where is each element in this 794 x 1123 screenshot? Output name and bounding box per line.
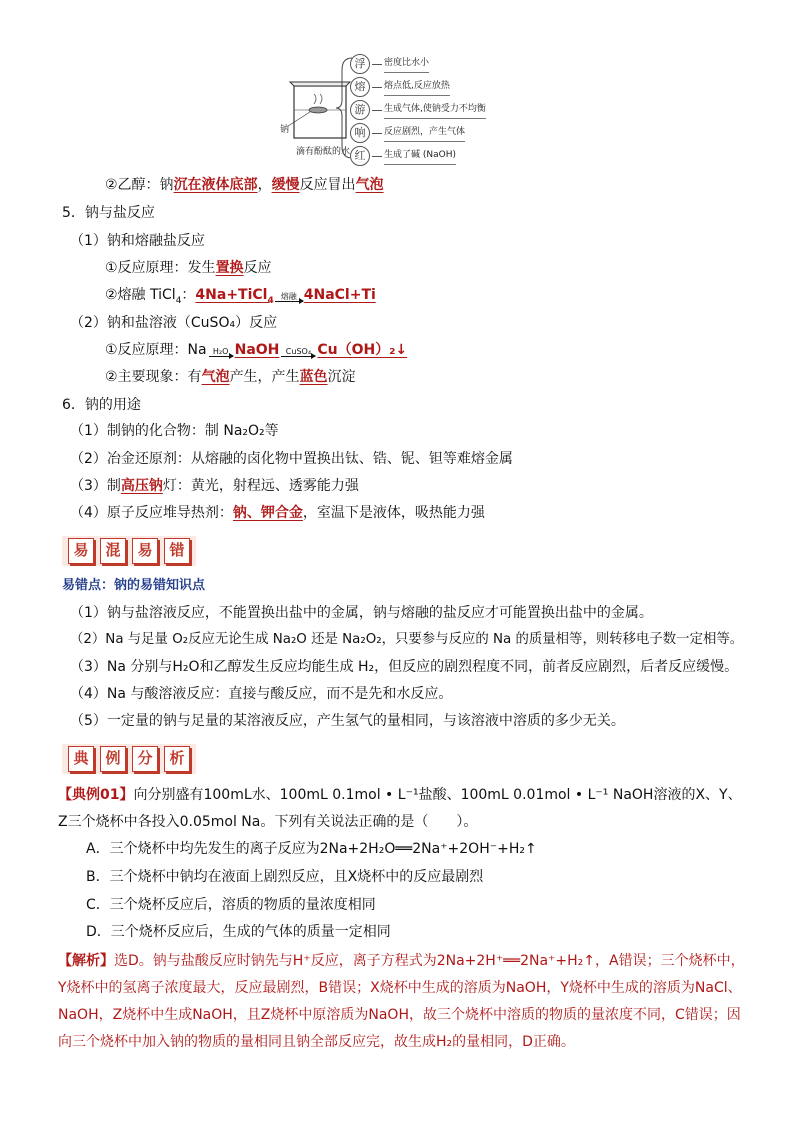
sec5-sub2-item2	[105, 367, 356, 387]
sec5-sub1-item2	[105, 285, 376, 311]
figure-branch-desc-1: 密度比水小	[384, 54, 429, 73]
example-analysis	[58, 948, 748, 1056]
sec5-sub2-item2-pre: ②主要现象：有	[105, 369, 202, 385]
ethanol-pre: ②乙醇：钠	[105, 177, 174, 193]
eq1-left: 4Na+TiCl	[195, 287, 268, 303]
figure-branch-line-4	[372, 133, 382, 134]
sec5-key-blue: 蓝色	[299, 369, 328, 385]
figure-branch-desc-2: 熔点低,反应放热	[384, 77, 450, 96]
figure-branch-desc-5: 生成了碱 (NaOH)	[384, 146, 456, 165]
ethanol-key-slow: 缓慢	[271, 177, 300, 193]
figure-branch-line-1	[372, 64, 382, 65]
sec5-sub2-item1	[105, 340, 407, 360]
sec5-sub1-item2-pre: ②熔融 TiCl	[105, 287, 176, 303]
analysis-text: 选D。钠与盐酸反应时钠先与H⁺反应，离子方程式为2Na+2H⁺══2Na⁺+H₂↑，A错误；三个烧杯中，Y烧杯中的氢离子浓度最大，反应最剧烈，B错误；X烧杯中生成的溶质为NaOH，Y烧杯中生成的溶质为NaCl、NaOH，Z烧杯中生成NaOH，且Z烧杯中原溶质为NaOH，故三个烧杯中溶质的物质的量浓度不同，C错误；因向三个烧杯中加入钠的物质的量相同且钠全部反应完，故生成H₂的量相同，D正确。	[58, 953, 745, 1050]
sec5-sub1: （1）钠和熔融盐反应	[70, 233, 205, 249]
figure-branch-desc-3: 生成气体,使钠受力不均衡	[384, 100, 486, 119]
sec6-item4-post: ，室温下是液体，吸热能力强	[302, 505, 485, 521]
eq1-right: 4NaCl+Ti	[303, 287, 376, 303]
sec5-title: 5．钠与盐反应	[62, 205, 155, 221]
sec6-key-hps: 高压钠	[120, 478, 163, 494]
sec5-key-naoh: NaOH	[234, 342, 280, 358]
example-option-c: C．三个烧杯反应后，溶质的物质的量浓度相同	[86, 897, 376, 913]
sec5-key-cuoh2: Cu（OH）₂↓	[317, 342, 408, 358]
banner-examples-char-1: 典	[68, 746, 94, 772]
sec6-item4-pre: （4）原子反应堆导热剂：	[70, 505, 233, 521]
eq1-condition: 熔融	[280, 292, 297, 301]
sec6-item4	[70, 503, 485, 523]
sec5-sub1-item2-colon: ：	[181, 287, 196, 303]
figure-branch-char-4: 响	[350, 123, 370, 143]
sec5-sub1-item1	[105, 258, 272, 278]
mistake-item-5: （5）一定量的钠与足量的某溶液反应，产生氢气的量相同，与该溶液中溶质的多少无关。	[70, 713, 625, 729]
sec6-item1: （1）制钠的化合物：制 Na₂O₂等	[70, 423, 279, 439]
figure-branch-line-5	[372, 156, 382, 157]
sec5-key-bubble: 气泡	[201, 369, 230, 385]
eq1-condition-arrow	[275, 293, 303, 302]
ethanol-key-sink: 沉在液体底部	[173, 177, 258, 193]
mistakes-heading: 易错点：钠的易错知识点	[62, 578, 206, 593]
figure-branch-char-2: 熔	[350, 77, 370, 97]
sec5-key-replace: 置换	[215, 260, 244, 276]
sec6-key-alloy: 钠、钾合金	[232, 505, 303, 521]
sec6-item2: （2）冶金还原剂：从熔融的卤化物中置换出钛、锆、铌、钽等难熔金属	[70, 451, 513, 467]
banner-mistakes-char-2: 混	[100, 538, 126, 564]
sec6-item3-pre: （3）制	[70, 478, 121, 494]
banner-examples	[62, 744, 196, 774]
banner-examples-char-2: 例	[100, 746, 126, 772]
equation-ticl4	[195, 287, 274, 306]
ethanol-mid: 反应冒出	[299, 177, 356, 193]
figure-branch-char-1: 浮	[350, 54, 370, 74]
sec6-item3	[70, 476, 359, 496]
analysis-tag: 【解析】	[58, 953, 114, 969]
figure-branch-line-3	[372, 110, 382, 111]
arrow-cuso4-label: CuSO₄	[285, 347, 312, 356]
arrow-h2o	[209, 348, 233, 357]
figure-label-water: 滴有酚酞的水	[296, 147, 351, 157]
figure-label-na: 钠	[280, 125, 290, 135]
mistake-item-1: （1）钠与盐溶液反应，不能置换出盐中的金属，钠与熔融的盐反应才可能置换出盐中的金属。	[70, 605, 653, 621]
sec6-title: 6．钠的用途	[62, 397, 141, 413]
example-option-a: A．三个烧杯中均先发生的离子反应为2Na+2H₂O══2Na⁺+2OH⁻+H₂↑	[86, 841, 537, 857]
sec5-sub2: （2）钠和盐溶液（CuSO₄）反应	[70, 315, 278, 331]
figure-branch-char-5: 红	[350, 146, 370, 166]
mistake-item-4: （4）Na 与酸溶液反应：直接与酸反应，而不是先和水反应。	[70, 686, 453, 702]
banner-mistakes	[62, 536, 196, 566]
ethanol-line	[105, 175, 384, 195]
sec5-sub1-item1-post: 反应	[243, 260, 272, 276]
example-option-d: D．三个烧杯反应后，生成的气体的质量一定相同	[86, 924, 391, 940]
mistake-item-3: （3）Na 分别与H₂O和乙醇发生反应均能生成 H₂，但反应的剧烈程度不同，前者反应剧烈，后者反应缓慢。	[70, 659, 739, 675]
sec5-sub1-item1-pre: ①反应原理：发生	[105, 260, 216, 276]
example-stem	[58, 782, 748, 836]
mistake-item-2: （2）Na 与足量 O₂反应无论生成 Na₂O 还是 Na₂O₂，只要参与反应的 Na 的质量相等，则转移电子数一定相等。	[70, 632, 744, 647]
example-stem-text: 向分别盛有100mL水、100mL 0.1mol • L⁻¹盐酸、100mL 0.01mol • L⁻¹ NaOH溶液的X、Y、Z三个烧杯中各投入0.05mol Na。下列有关说法正确的是（ ）。	[58, 787, 742, 830]
banner-mistakes-char-1: 易	[68, 538, 94, 564]
banner-examples-char-4: 析	[164, 746, 190, 772]
example-tag: 【典例01】	[58, 787, 134, 803]
figure-branch-desc-4: 反应剧烈，产生气体	[384, 123, 465, 142]
arrow-cuso4	[281, 348, 315, 357]
banner-mistakes-char-3: 易	[132, 538, 158, 564]
sec6-item3-post: 灯：黄光，射程远、透雾能力强	[162, 478, 359, 494]
figure-branch-line-2	[372, 87, 382, 88]
sec5-sub2-item2-post: 沉淀	[327, 369, 356, 385]
eq1-left-sub: 4	[267, 295, 274, 306]
arrow-h2o-label: H₂O	[212, 347, 229, 356]
banner-mistakes-char-4: 错	[164, 538, 190, 564]
ethanol-key-bubble: 气泡	[355, 177, 384, 193]
banner-examples-char-3: 分	[132, 746, 158, 772]
example-option-b: B．三个烧杯中钠均在液面上剧烈反应，且X烧杯中的反应最剧烈	[86, 869, 484, 885]
ethanol-sep: ，	[257, 177, 272, 193]
figure-branch-char-3: 游	[350, 100, 370, 120]
sec5-sub2-item2-mid: 产生，产生	[229, 369, 300, 385]
sec5-sub2-item1-pre: ①反应原理：Na	[105, 342, 207, 358]
sec5-sub1-item2-sub: 4	[175, 295, 182, 306]
